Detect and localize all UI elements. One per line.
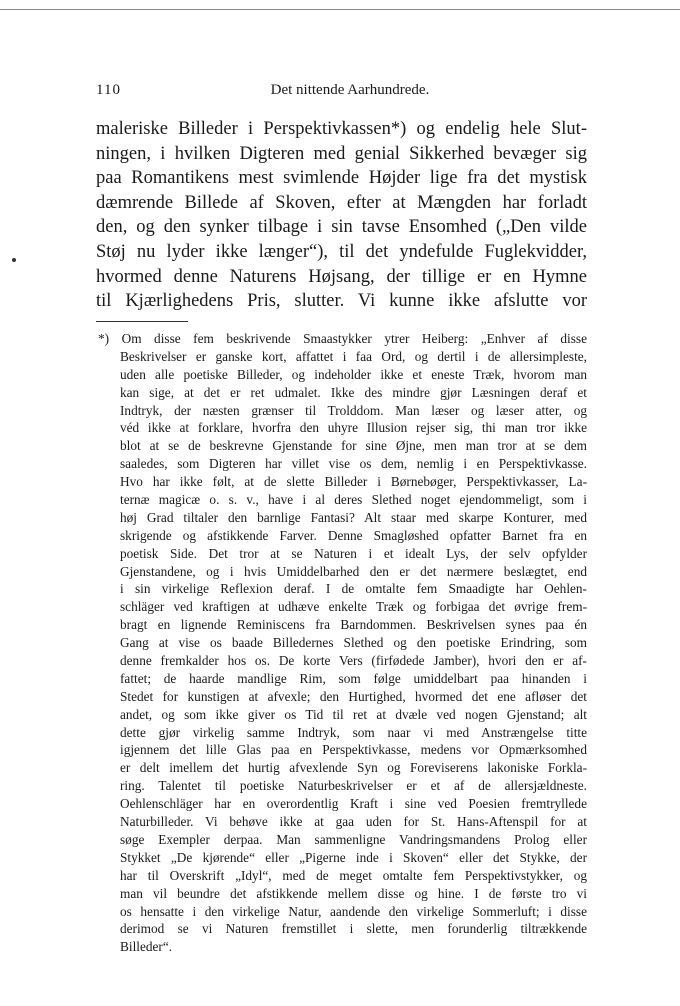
running-title: Det nittende Aarhundrede.	[270, 82, 430, 98]
footnote	[98, 330, 587, 956]
footnote-line: høj Grad tiltaler den barnlige Fantasi? Alt staar med skarpe Konturer, med	[120, 509, 587, 525]
footnote-line: søge Exempler derpaa. Man sammenligne Vandringsmandens Prolog eller	[120, 831, 587, 847]
footnote-line: uden alle poetiske Billeder, og indeholder ikke et eneste Træk, hvorom man	[120, 366, 587, 382]
body-text	[96, 117, 587, 314]
footnote-line: derimod se vi Naturen fremstillet i slette, men forunderlig tiltrækkende	[120, 921, 587, 937]
body-line: dæmrende Billede af Skoven, efter at Mængden har forladt	[96, 192, 587, 213]
footnote-line: saaledes, som Digteren har villet vise os dem, nemlig i en Perspektivkasse.	[120, 456, 587, 472]
body-line: Støj nu lyder ikke længer“), til det yndefulde Fuglekvidder,	[96, 241, 587, 262]
footnote-line: har til Overskrift „Idyl“, med de meget omtalte fem Perspektivstykker, og	[120, 867, 587, 883]
footnote-line: Gjenstandene, og i hvis Umiddelbarhed den er det nærmere beslægtet, end	[120, 563, 587, 579]
footnote-line: bragt en lignende Reminiscens fra Barndommen. Beskrivelsen synes paa én	[120, 617, 587, 633]
footnote-line: i sin virkelige Reflexion deraf. I de omtalte fem Smaadigte har Oehlen-	[120, 581, 587, 597]
body-line: den, og den synker tilbage i sin tavse Ensomhed („Den vilde	[96, 217, 587, 238]
footnote-line: skrigende og afstikkende Farver. Denne Smagløshed opfatter Barnet fra en	[120, 527, 587, 543]
top-rule	[0, 9, 680, 10]
footnote-line: schläger ved kraftigen at udhæve enkelte Træk og forbigaa det øvrige frem-	[120, 599, 587, 615]
footnote-line: blot at se de beskrevne Gjenstande for sine Øjne, men man tror at se dem	[120, 438, 587, 454]
footnote-line: kan sige, at det er ret udmalet. Ikke des mindre gjør Læsningen deraf et	[120, 384, 587, 400]
footnote-line: ternæ magicæ o. s. v., have i al deres Slethed noget ejendommeligt, som i	[120, 492, 587, 508]
footnote-line: véd ikke at forklare, hvorfra den uhyre Illusion rejser sig, thi man tror ikke	[120, 420, 587, 436]
footnote-line: Stykket „De kjørende“ eller „Pigerne inde i Skoven“ eller det Stykke, der	[120, 849, 587, 865]
footnote-line: ring. Talentet til poetiske Naturbeskrivelser er et af de allersjældneste.	[120, 778, 587, 794]
footnote-line: Stedet for kunstigen at afvexle; den Hurtighed, hvormed det ene afløser det	[120, 688, 587, 704]
footnote-line: os hensatte i den virkelige Natur, aandende den virkelige Sommerluft; i disse	[120, 903, 587, 919]
body-line: ningen, i hvilken Digteren med genial Sikkerhed bevæger sig	[96, 143, 587, 164]
footnote-line: Gang at vise os baade Billedernes Slethed og den poetiske Erindring, som	[120, 635, 587, 651]
footnote-line: er delt imellem det hurtig afvexlende Syn og Foreviserens lakoniske Forkla-	[120, 760, 587, 776]
footnote-line: dette gjør virkelig samme Indtryk, som naar vi med Anstrængelse titte	[120, 724, 587, 740]
footnote-line: *) Om disse fem beskrivende Smaastykker ytrer Heiberg: „Enhver af disse	[98, 331, 587, 346]
footnote-line: denne fremkalder hos os. De korte Vers (firfødede Jamber), hvori den er af-	[120, 653, 587, 669]
footnote-line: poetisk Side. Det tror at se Naturen i et idealt Lys, der selv opfylder	[120, 545, 587, 561]
footnote-line: Beskrivelser er ganske kort, affattet i faa Ord, og dertil i de allersimpleste,	[120, 348, 587, 364]
footnote-line: man vil beundre det afstikkende mellem disse og hine. I de første tro vi	[120, 885, 587, 901]
footnote-rule	[96, 321, 188, 322]
footnote-line: Billeder“.	[120, 939, 173, 955]
paper-speck	[12, 258, 16, 262]
body-line: paa Romantikens mest svimlende Højder lige fra det mystisk	[96, 168, 587, 189]
footnote-line: fattet; de haarde mandlige Rim, som følge umiddelbart paa hinanden i	[120, 670, 587, 686]
footnote-line: andet, og som ikke giver os Tid til ret at dvæle ved nogen Gjenstand; alt	[120, 706, 587, 722]
body-line: til Kjærlighedens Pris, slutter. Vi kunne ikke afslutte vor	[96, 291, 587, 312]
body-line: maleriske Billeder i Perspektivkassen*) og endelig hele Slut-	[96, 119, 587, 139]
body-line: hvormed denne Naturens Højsang, der tillige er en Hymne	[96, 266, 587, 287]
footnote-line: igjennem det lille Glas paa en Perspektivkasse, medens vor Opmærksomhed	[120, 742, 587, 758]
footnote-line: Hvo har ikke følt, at de slette Billeder i Børnebøger, Perspektivkasser, La-	[120, 474, 587, 490]
page-number: 110	[96, 82, 121, 98]
footnote-line: Oehlenschläger har en overordentlig Kraft i sine ved Poesien fremtryllede	[120, 796, 587, 812]
footnote-line: Indtryk, der næsten grænser til Trolddom. Man læser og læser atter, og	[120, 402, 587, 418]
footnote-line: Naturbilleder. Vi behøve ikke at gaa uden for St. Hans-Aftenspil for at	[120, 814, 587, 830]
